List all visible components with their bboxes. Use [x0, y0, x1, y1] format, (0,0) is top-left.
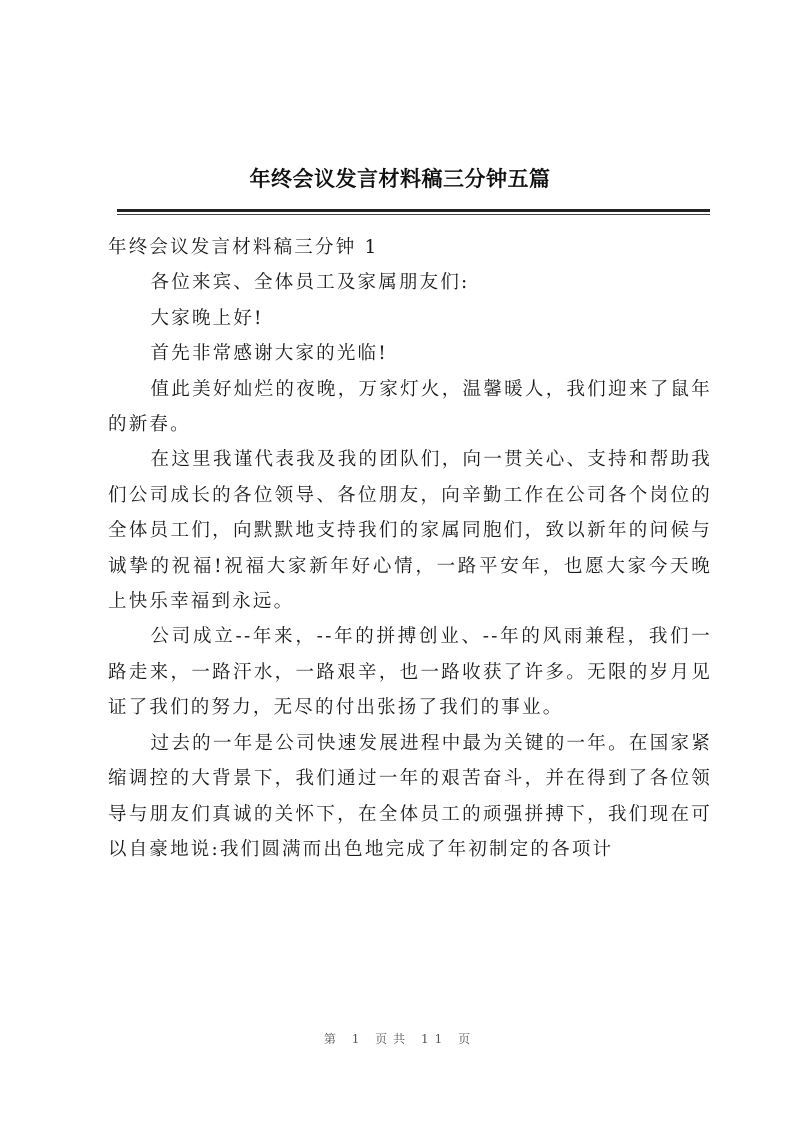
paragraph-blessing: 在这里我谨代表我及我的团队们，向一贯关心、支持和帮助我们公司成长的各位领导、各位朋友，向辛勤工作在公司各个岗位的全体员工们，向默默地支持我们的家属同胞们，致以新年的问候与诚挚的祝福!祝福大家新年好心情，一路平安年，也愿大家今天晚上快乐幸福到永远。 [108, 449, 712, 613]
footer-page-total: 11 [421, 1032, 449, 1046]
paragraph-past-year: 过去的一年是公司快速发展进程中最为关键的一年。在国家紧缩调控的大背景下，我们通过一年的艰苦奋斗，并在得到了各位领导与朋友们真诚的关怀下，在全体员工的顽强拼搏下，我们现在可以自豪地说:我们圆满而出色地完成了年初制定的各项计 [108, 732, 712, 860]
document-body [108, 230, 712, 867]
document-title: 年终会议发言材料稿三分钟五篇 [249, 167, 551, 191]
title-divider-thick [117, 209, 710, 212]
section-heading: 年终会议发言材料稿三分钟 1 [108, 237, 379, 258]
footer-mid: 页共 [375, 1032, 412, 1046]
page-footer [0, 1030, 800, 1047]
footer-page-number: 1 [351, 1032, 366, 1046]
paragraph-new-year: 值此美好灿烂的夜晚，万家灯火，温馨暖人，我们迎来了鼠年的新春。 [108, 378, 712, 436]
footer-prefix: 第 [323, 1032, 342, 1046]
paragraph-thanks: 首先非常感谢大家的光临! [150, 343, 388, 365]
footer-suffix: 页 [458, 1032, 477, 1046]
paragraph-evening: 大家晚上好! [150, 307, 264, 329]
paragraph-greeting: 各位来宾、全体员工及家属朋友们: [150, 272, 470, 294]
title-divider-thin [117, 214, 710, 215]
paragraph-history: 公司成立--年来，--年的拼搏创业、--年的风雨兼程，我们一路走来，一路汗水，一路艰辛，也一路收获了许多。无限的岁月见证了我们的努力，无尽的付出张扬了我们的事业。 [108, 626, 712, 719]
